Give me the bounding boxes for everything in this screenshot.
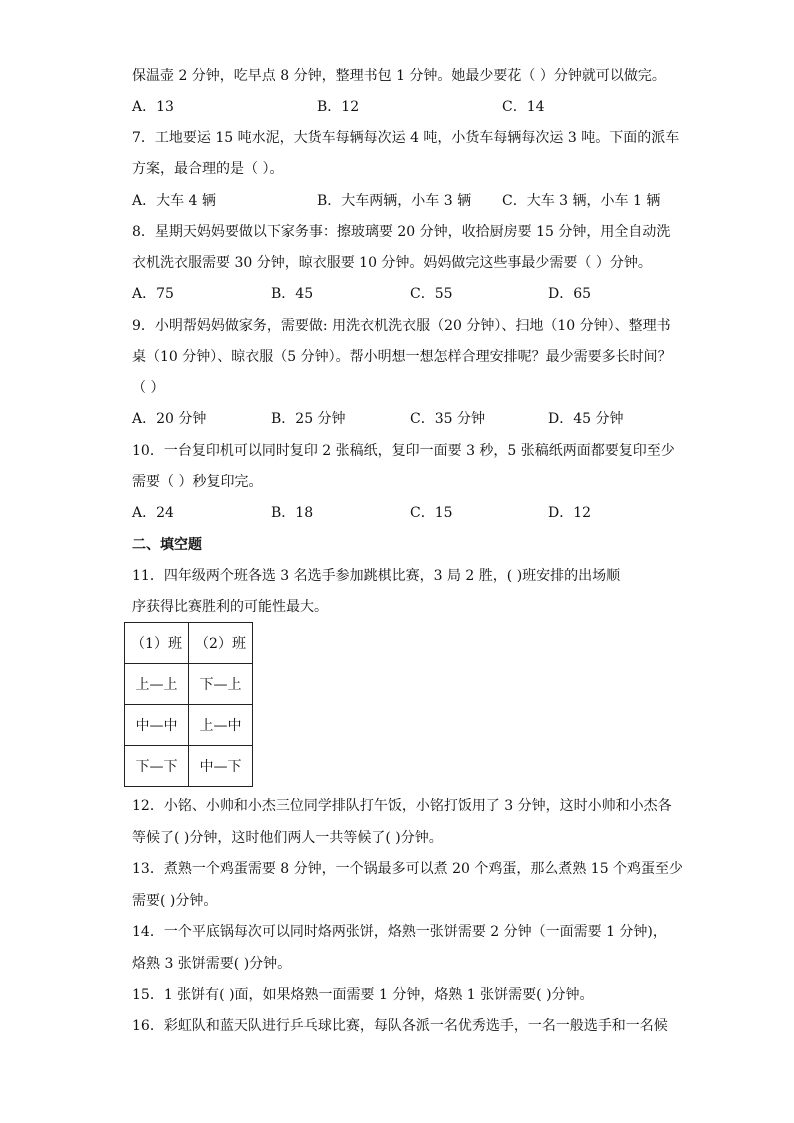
q9-option-d: D．45 分钟 bbox=[548, 411, 624, 427]
q6-option-b: B．12 bbox=[317, 99, 360, 115]
question-8-line-1: 8．星期天妈妈要做以下家务事：擦玻璃要 20 分钟，收拾厨房要 15 分钟，用全自动洗 bbox=[132, 224, 671, 240]
q8-option-d: D．65 bbox=[548, 286, 592, 302]
q6-option-a: A．13 bbox=[132, 99, 174, 115]
question-15: 15．1 张饼有( )面，如果烙熟一面需要 1 分钟，烙熟 1 张饼需要( )分钟。 bbox=[132, 987, 594, 1003]
question-10-line-2: 需要（ ）秒复印完。 bbox=[132, 474, 263, 490]
table-header-cell: （1）班 bbox=[125, 623, 189, 664]
q9-option-c: C．35 分钟 bbox=[410, 411, 485, 427]
question-13-line-1: 13．煮熟一个鸡蛋需要 8 分钟，一个锅最多可以煮 20 个鸡蛋，那么煮熟 15 个鸡蛋至少 bbox=[132, 861, 684, 877]
q6-option-c: C．14 bbox=[502, 99, 545, 115]
question-14-line-1: 14．一个平底锅每次可以同时烙两张饼，烙熟一张饼需要 2 分钟（一面需要 1 分钟)， bbox=[132, 924, 667, 940]
q10-option-d: D．12 bbox=[548, 505, 592, 521]
question-8-line-2: 衣机洗衣服需要 30 分钟，晾衣服要 10 分钟。妈妈做完这些事最少需要（ ）分钟。 bbox=[132, 255, 652, 271]
q10-option-b: B．18 bbox=[271, 505, 314, 521]
table-cell: 下—上 bbox=[189, 664, 253, 705]
q8-option-b: B．45 bbox=[271, 286, 314, 302]
q9-option-a: A．20 分钟 bbox=[132, 411, 207, 427]
section-heading-fill-in: 二、填空题 bbox=[132, 537, 202, 553]
q8-option-c: C．55 bbox=[410, 286, 453, 302]
question-6-text-end: 保温壶 2 分钟，吃早点 8 分钟，整理书包 1 分钟。她最少要花（ ）分钟就可以做完。 bbox=[132, 68, 666, 84]
table-cell: 中—中 bbox=[125, 705, 189, 746]
table-cell: 上—上 bbox=[125, 664, 189, 705]
q7-option-c: C．大车 3 辆，小车 1 辆 bbox=[502, 193, 661, 209]
question-9-line-1: 9．小明帮妈妈做家务，需要做: 用洗衣机洗衣服（20 分钟）、扫地（10 分钟）、整理书 bbox=[132, 318, 671, 334]
question-7-line-1: 7．工地要运 15 吨水泥，大货车每辆每次运 4 吨，小货车每辆每次运 3 吨。下面的派车 bbox=[132, 130, 680, 146]
table-header-cell: （2）班 bbox=[189, 623, 253, 664]
question-12-line-1: 12．小铭、小帅和小杰三位同学排队打午饭，小铭打饭用了 3 分钟，这时小帅和小杰各 bbox=[132, 798, 672, 814]
question-10-line-1: 10．一台复印机可以同时复印 2 张稿纸，复印一面要 3 秒，5 张稿纸两面都要复印至少 bbox=[132, 443, 675, 459]
table-row bbox=[125, 664, 253, 705]
q7-option-a: A．大车 4 辆 bbox=[132, 193, 216, 209]
q8-option-a: A．75 bbox=[132, 286, 174, 302]
table-cell: 中—下 bbox=[189, 746, 253, 787]
q7-option-b: B．大车两辆，小车 3 辆 bbox=[317, 193, 472, 209]
table-cell: 上—中 bbox=[189, 705, 253, 746]
question-9-answer-blank: （ ） bbox=[132, 380, 165, 396]
question-13-line-2: 需要( )分钟。 bbox=[132, 893, 218, 909]
table-header-row bbox=[125, 623, 253, 664]
question-14-line-2: 烙熟 3 张饼需要( )分钟。 bbox=[132, 956, 292, 972]
question-7-line-2: 方案，最合理的是（ ）。 bbox=[132, 161, 284, 177]
table-cell: 下—下 bbox=[125, 746, 189, 787]
q10-option-a: A．24 bbox=[132, 505, 174, 521]
lineup-table bbox=[124, 622, 253, 787]
question-9-line-2: 桌（10 分钟）、晾衣服（5 分钟）。帮小明想一想怎样合理安排呢？最少需要多长时间？ bbox=[132, 349, 672, 365]
table-row bbox=[125, 746, 253, 787]
q9-option-b: B．25 分钟 bbox=[271, 411, 346, 427]
question-16-line-1: 16．彩虹队和蓝天队进行乒乓球比赛，每队各派一名优秀选手，一名一般选手和一名候 bbox=[132, 1018, 668, 1034]
q10-option-c: C．15 bbox=[410, 505, 453, 521]
question-11-line-2: 序获得比赛胜利的可能性最大。 bbox=[132, 599, 328, 615]
table-row bbox=[125, 705, 253, 746]
question-11-line-1: 11．四年级两个班各选 3 名选手参加跳棋比赛，3 局 2 胜，( )班安排的出场顺 bbox=[132, 568, 621, 584]
question-12-line-2: 等候了( )分钟，这时他们两人一共等候了( )分钟。 bbox=[132, 830, 443, 846]
